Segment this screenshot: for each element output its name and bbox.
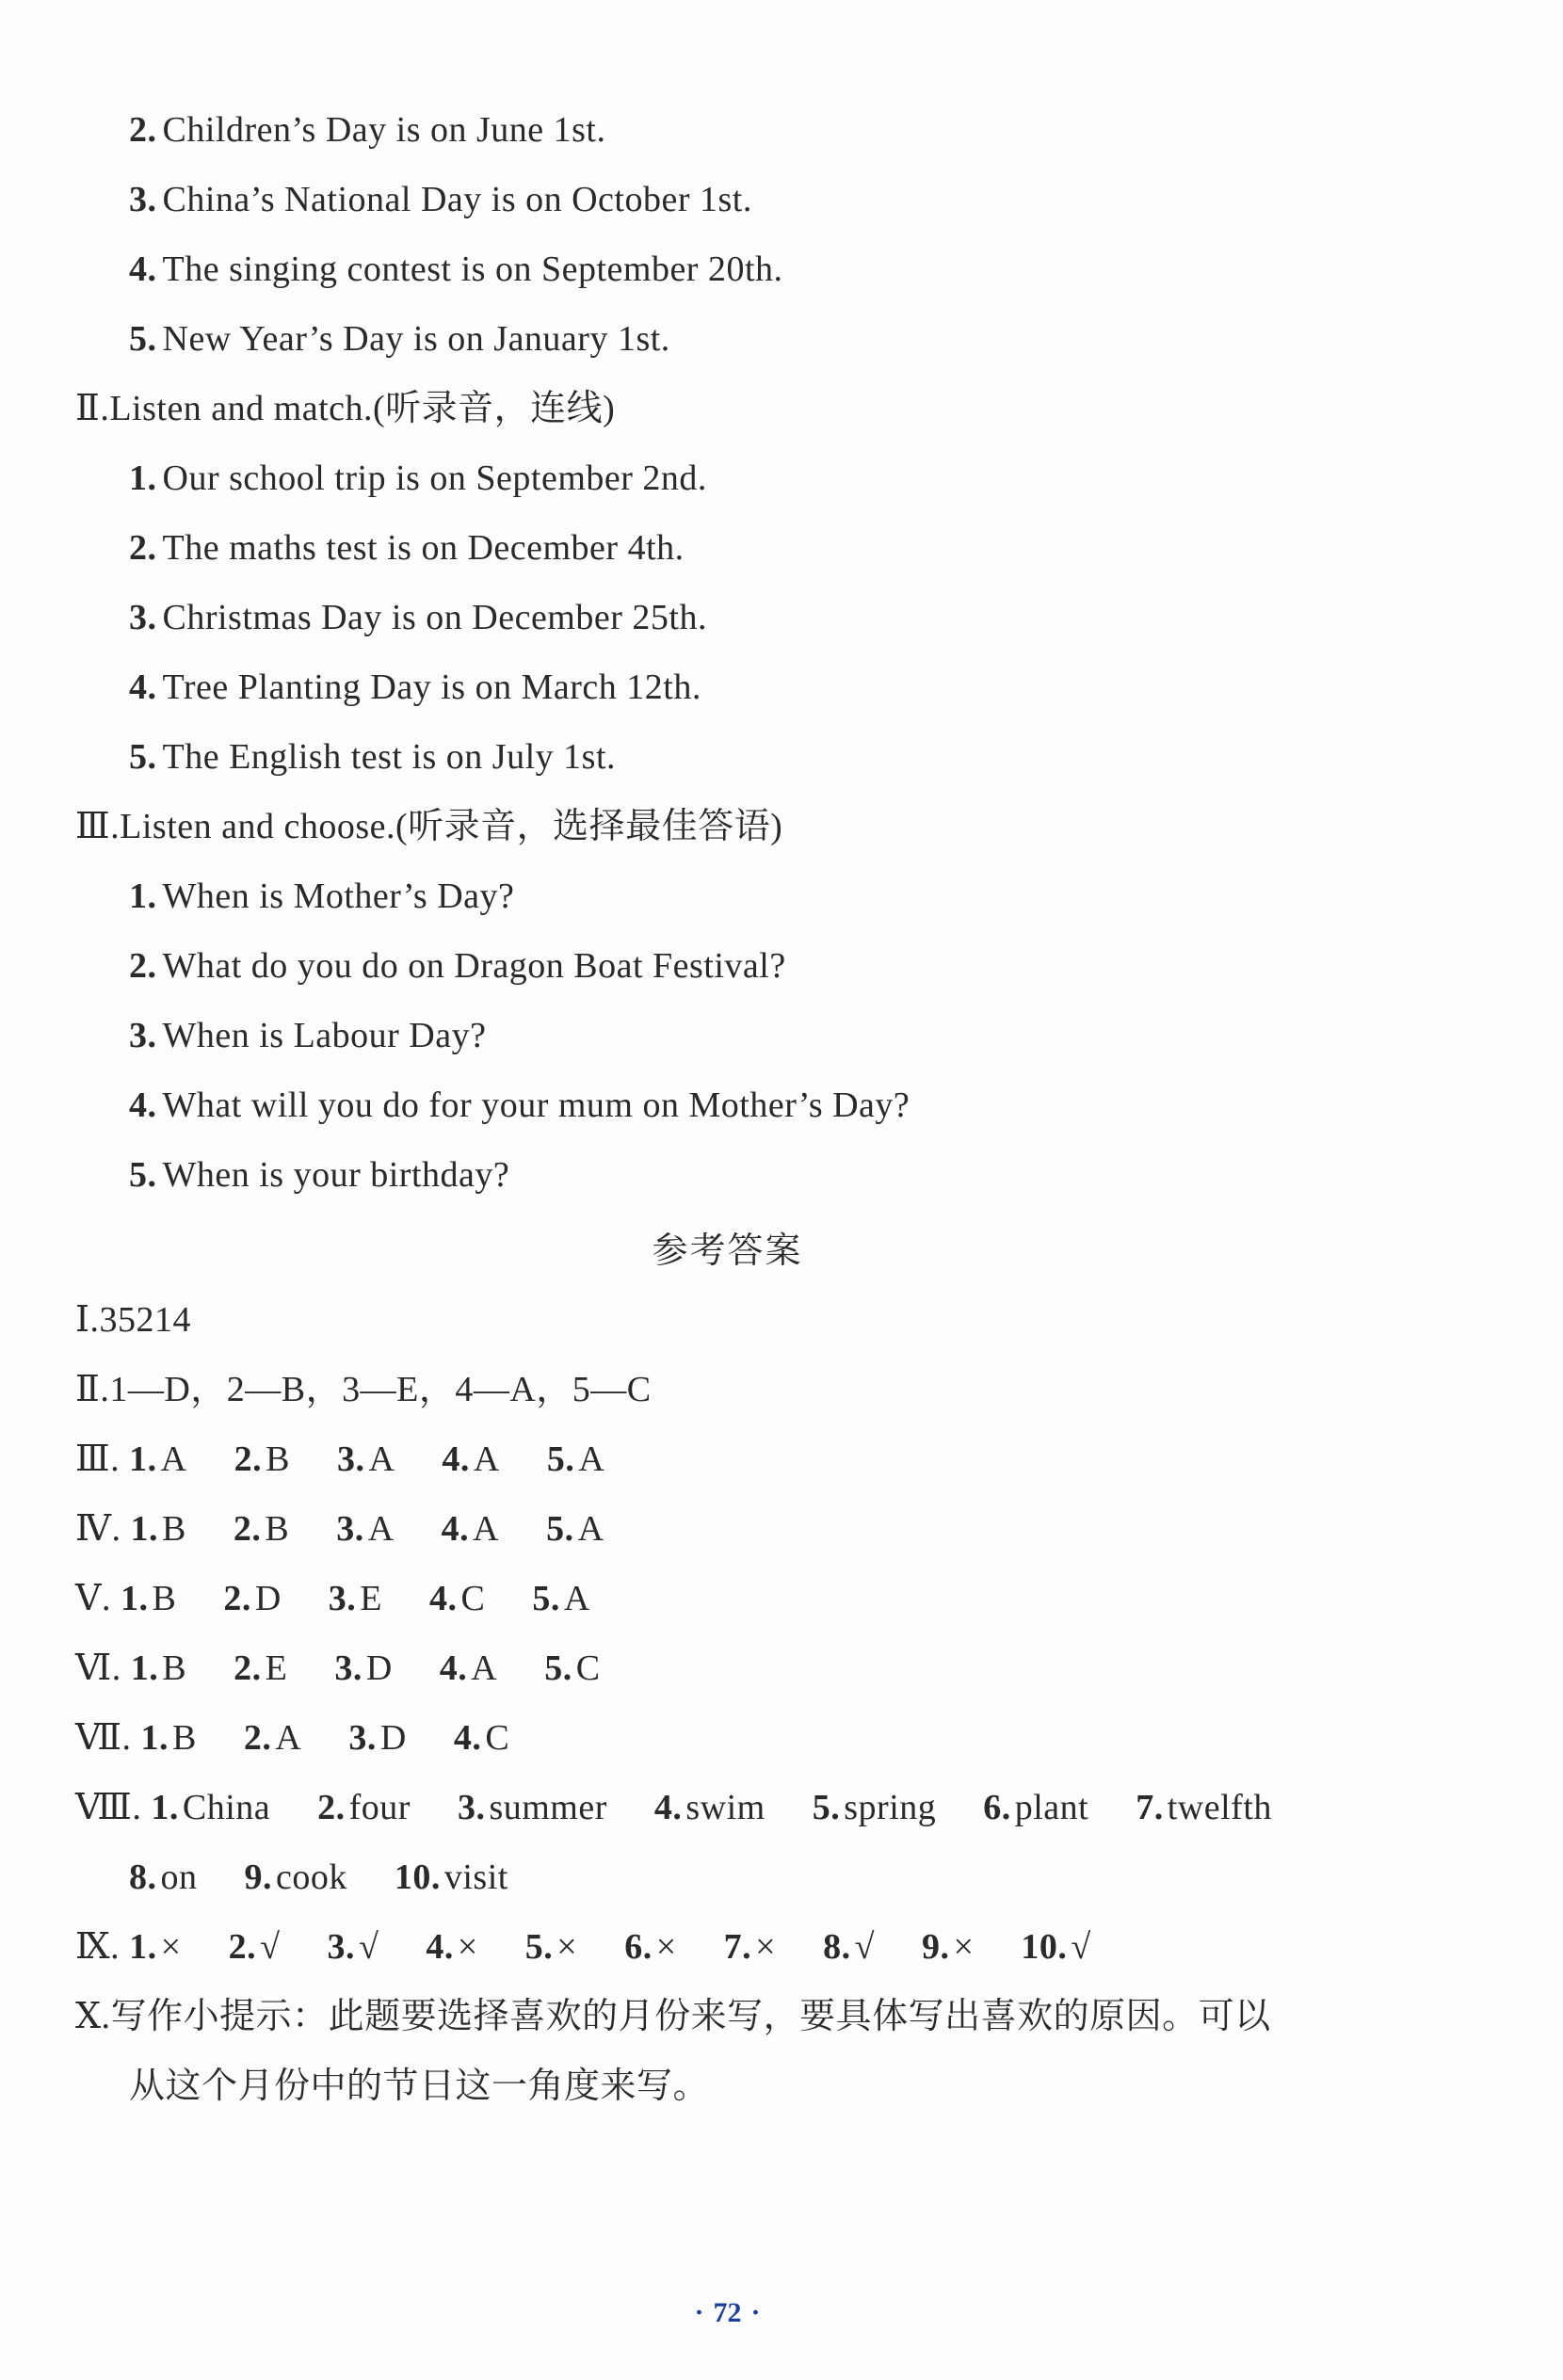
answer-X: Ⅹ.写作小提示：此题要选择喜欢的月份来写，要具体写出喜欢的原因。可以 — [75, 1997, 1271, 2036]
answer-item: 1. × — [129, 1927, 182, 1967]
answer-item: 2. E — [234, 1648, 288, 1688]
answer-item: 1. China — [151, 1788, 271, 1827]
answer-item: 4. A — [442, 1439, 500, 1479]
answer-item: 10. √ — [1021, 1927, 1091, 1967]
answers-title: 参考答案 — [652, 1230, 803, 1271]
answer-item: 1. B — [140, 1718, 197, 1758]
answer-item: 9. cook — [244, 1857, 347, 1897]
answer-VI: Ⅵ. 1. B 2. E 3. D 4. A 5. C — [75, 1648, 601, 1688]
section-2-heading: Ⅱ.Listen and match.(听录音，连线) — [75, 389, 616, 428]
s3-item-3: 3. When is Labour Day? — [129, 1016, 487, 1055]
answer-item: 3. D — [348, 1718, 407, 1758]
s3-item-1: 1. When is Mother’s Day? — [129, 876, 515, 916]
answer-item: 3. A — [336, 1509, 395, 1549]
answer-item: 1. B — [130, 1648, 187, 1688]
s3-item-5: 5. When is your birthday? — [129, 1155, 510, 1195]
answer-item: 5. A — [546, 1439, 605, 1479]
answer-item: 5. × — [524, 1927, 578, 1967]
answer-item: 2. A — [243, 1718, 302, 1758]
answer-X-cont: 从这个月份中的节日这一角度来写。 — [129, 2066, 710, 2106]
answer-item: 6. plant — [983, 1788, 1089, 1827]
s2-item-1: 1. Our school trip is on September 2nd. — [129, 458, 707, 498]
answer-item: 2. D — [223, 1579, 282, 1618]
answer-item: 3. E — [328, 1579, 382, 1618]
answer-item: 4. A — [439, 1648, 498, 1688]
answer-V: Ⅴ. 1. B 2. D 3. E 4. C 5. A — [75, 1579, 590, 1618]
answer-item: 1. B — [130, 1509, 186, 1549]
s1-item-5: 5. New Year’s Day is on January 1st. — [129, 319, 670, 359]
answer-item: 3. √ — [327, 1927, 379, 1967]
answer-item: 5. A — [532, 1579, 590, 1618]
answer-VII: Ⅶ. 1. B 2. A 3. D 4. C — [75, 1718, 510, 1758]
answer-item: 2. √ — [228, 1927, 281, 1967]
s1-item-3: 3. China’s National Day is on October 1st. — [129, 180, 752, 219]
answer-item: 4. swim — [653, 1788, 765, 1827]
answer-item: 2. B — [234, 1439, 290, 1479]
answer-item: 3. summer — [457, 1788, 607, 1827]
answer-item: 7. × — [723, 1927, 777, 1967]
answer-item: 4. × — [426, 1927, 478, 1967]
answer-item: 7. twelfth — [1136, 1788, 1272, 1827]
answer-VIII-cont — [129, 1855, 546, 1900]
answer-IV: Ⅳ. 1. B 2. B 3. A 4. A 5. A — [75, 1509, 604, 1549]
answer-III: Ⅲ. 1. A 2. B 3. A 4. A 5. A — [75, 1439, 605, 1479]
answer-IX: Ⅸ. 1. × 2. √ 3. √ 4. × 5. × 6. × 7. × 8. √ 9. × 10. √ — [75, 1927, 1091, 1967]
section-3-heading: Ⅲ.Listen and choose.(听录音，选择最佳答语) — [75, 807, 783, 846]
s1-item-2: 2. Children’s Day is on June 1st. — [129, 110, 606, 150]
s3-item-2: 2. What do you do on Dragon Boat Festival? — [129, 946, 786, 986]
answer-item: 5. C — [544, 1648, 601, 1688]
answer-item: 1. A — [129, 1439, 187, 1479]
answer-item: 3. A — [336, 1439, 395, 1479]
s1-item-4: 4. The singing contest is on September 20th. — [129, 249, 783, 289]
answer-item: 1. B — [120, 1579, 177, 1618]
answer-item: 5. spring — [812, 1788, 937, 1827]
answer-item: 4. C — [453, 1718, 510, 1758]
s2-item-4: 4. Tree Planting Day is on March 12th. — [129, 667, 701, 707]
s2-item-2: 2. The maths test is on December 4th. — [129, 528, 685, 568]
answer-I: Ⅰ.35214 — [75, 1300, 192, 1340]
answer-item: 3. D — [334, 1648, 393, 1688]
answer-II: Ⅱ.1—D，2—B，3—E，4—A，5—C — [75, 1370, 652, 1409]
s2-item-5: 5. The English test is on July 1st. — [129, 737, 616, 777]
answer-item: 4. A — [441, 1509, 500, 1549]
page-number: · 72 · — [694, 2297, 761, 2328]
s3-item-4: 4. What will you do for your mum on Mother’s Day? — [129, 1085, 910, 1125]
answer-item: 10. visit — [394, 1857, 508, 1897]
s2-item-3: 3. Christmas Day is on December 25th. — [129, 598, 707, 637]
answer-item: 6. × — [624, 1927, 677, 1967]
answer-item: 2. four — [317, 1788, 411, 1827]
answer-item: 2. B — [233, 1509, 290, 1549]
answer-item: 4. C — [428, 1579, 486, 1618]
answer-VIII: Ⅷ. 1. China 2. four 3. summer 4. swim 5. spring 6. plant 7. twelfth — [75, 1788, 1272, 1827]
answer-item: 9. × — [921, 1927, 975, 1967]
answer-item: 8. on — [129, 1857, 198, 1897]
answer-item: 8. √ — [823, 1927, 875, 1967]
answer-item: 5. A — [546, 1509, 604, 1549]
